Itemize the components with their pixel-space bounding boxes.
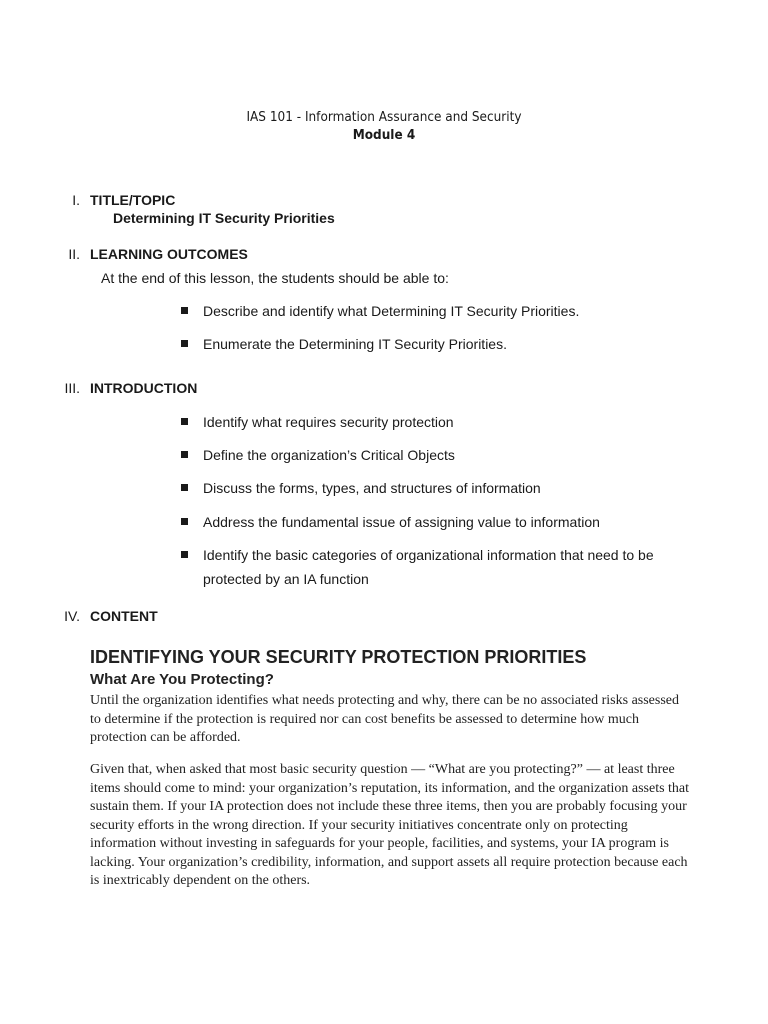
list-item-text: Discuss the forms, types, and structures of information [203, 480, 541, 496]
content-paragraph: Given that, when asked that most basic security question — “What are you protecting?” — at least three items should come to mind: your organization’s reputation, its information, and the organization assets that sustain them. If your IA protection does not include these three items, then you are probably focusing your security efforts in the wrong direction. If your security initiatives concentrate only on protecting information without investing in safeguards for your people, facilities, and systems, your IA program is lacking. Your organization’s credibility, information, and support assets all require protection because each is inextricably dependent on the others. [90, 762, 690, 888]
list-item [181, 299, 661, 323]
content-paragraph: Until the organization identifies what needs protecting and why, there can be no associated risks assessed to determine if the protection is required nor can cost benefits be assessed to determine how much protection can be afforded. [90, 693, 679, 745]
content-title: IDENTIFYING YOUR SECURITY PROTECTION PRIORITIES [90, 647, 587, 667]
section-heading-title-topic: TITLE/TOPIC [90, 192, 176, 208]
section-heading-introduction: INTRODUCTION [90, 380, 198, 396]
bullet-square-icon [181, 418, 188, 425]
list-item [181, 410, 661, 434]
section-numeral: II. [68, 246, 80, 262]
list-item [181, 543, 661, 591]
list-item-text: Identify the basic categories of organizational information that need to be protected by an IA function [203, 547, 654, 587]
course-title: IAS 101 - Information Assurance and Security [246, 110, 522, 125]
bullet-square-icon [181, 518, 188, 525]
bullet-square-icon [181, 307, 188, 314]
list-item [181, 443, 661, 467]
content-subtitle: What Are You Protecting? [90, 671, 274, 688]
section-numeral: III. [64, 380, 80, 396]
section-heading-learning-outcomes: LEARNING OUTCOMES [90, 246, 248, 262]
topic-title: Determining IT Security Priorities [113, 210, 335, 226]
section-numeral: IV. [64, 608, 80, 624]
section-numeral: I. [72, 192, 80, 208]
learning-outcomes-lead: At the end of this lesson, the students should be able to: [101, 270, 449, 286]
list-item-text: Describe and identify what Determining IT Security Priorities. [203, 303, 580, 319]
list-item [181, 510, 661, 534]
bullet-square-icon [181, 340, 188, 347]
document-header [0, 108, 768, 144]
bullet-square-icon [181, 551, 188, 558]
list-item-text: Enumerate the Determining IT Security Priorities. [203, 336, 507, 352]
list-item [181, 476, 661, 500]
section-heading-content: CONTENT [90, 608, 158, 624]
list-item-text: Define the organization’s Critical Objects [203, 447, 455, 463]
bullet-square-icon [181, 451, 188, 458]
list-item-text: Address the fundamental issue of assigning value to information [203, 514, 600, 530]
module-label: Module 4 [352, 128, 416, 143]
list-item-text: Identify what requires security protection [203, 414, 454, 430]
bullet-square-icon [181, 484, 188, 491]
list-item [181, 332, 661, 356]
